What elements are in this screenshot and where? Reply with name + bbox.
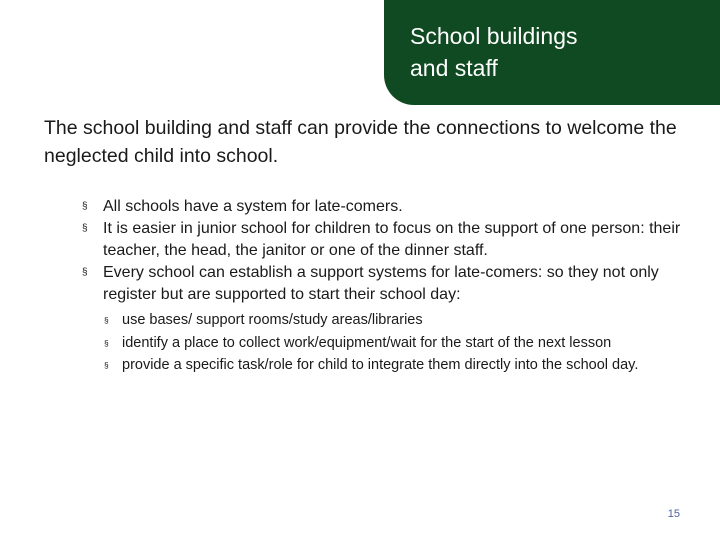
sub-bullet-text: provide a specific task/role for child to integrate them directly into the school day. [122,357,639,373]
page-number: 15 [667,508,680,520]
sub-bullet-item [103,334,700,354]
bullet-item [80,218,700,262]
bullet-icon: § [82,223,88,234]
bullet-icon: § [82,201,88,212]
slide-title: School buildings and staff [410,23,578,81]
intro-paragraph: The school building and staff can provide the connections to welcome the neglected child into school. [44,117,677,167]
sub-bullet-icon: § [104,337,109,348]
bullet-list [80,196,700,379]
sub-bullet-icon: § [104,315,109,325]
bullet-item [80,196,700,218]
sub-bullet-list [103,311,700,376]
title-banner [384,0,720,105]
bullet-icon: § [82,267,88,278]
bullet-text: All schools have a system for late-comers. [103,198,403,215]
sub-bullet-item [103,311,700,331]
bullet-text: It is easier in junior school for children to focus on the support of one person: their teacher, the head, the janitor or one of the dinner staff. [103,220,681,259]
sub-bullet-icon: § [104,360,109,370]
bullet-item [80,262,700,376]
sub-bullet-text: identify a place to collect work/equipment/wait for the start of the next lesson [122,334,612,351]
bullet-text: Every school can establish a support systems for late-comers: so they not only register but are supported to start their school day: [103,264,659,303]
sub-bullet-text: use bases/ support rooms/study areas/libraries [122,312,423,328]
sub-bullet-item [103,356,700,376]
